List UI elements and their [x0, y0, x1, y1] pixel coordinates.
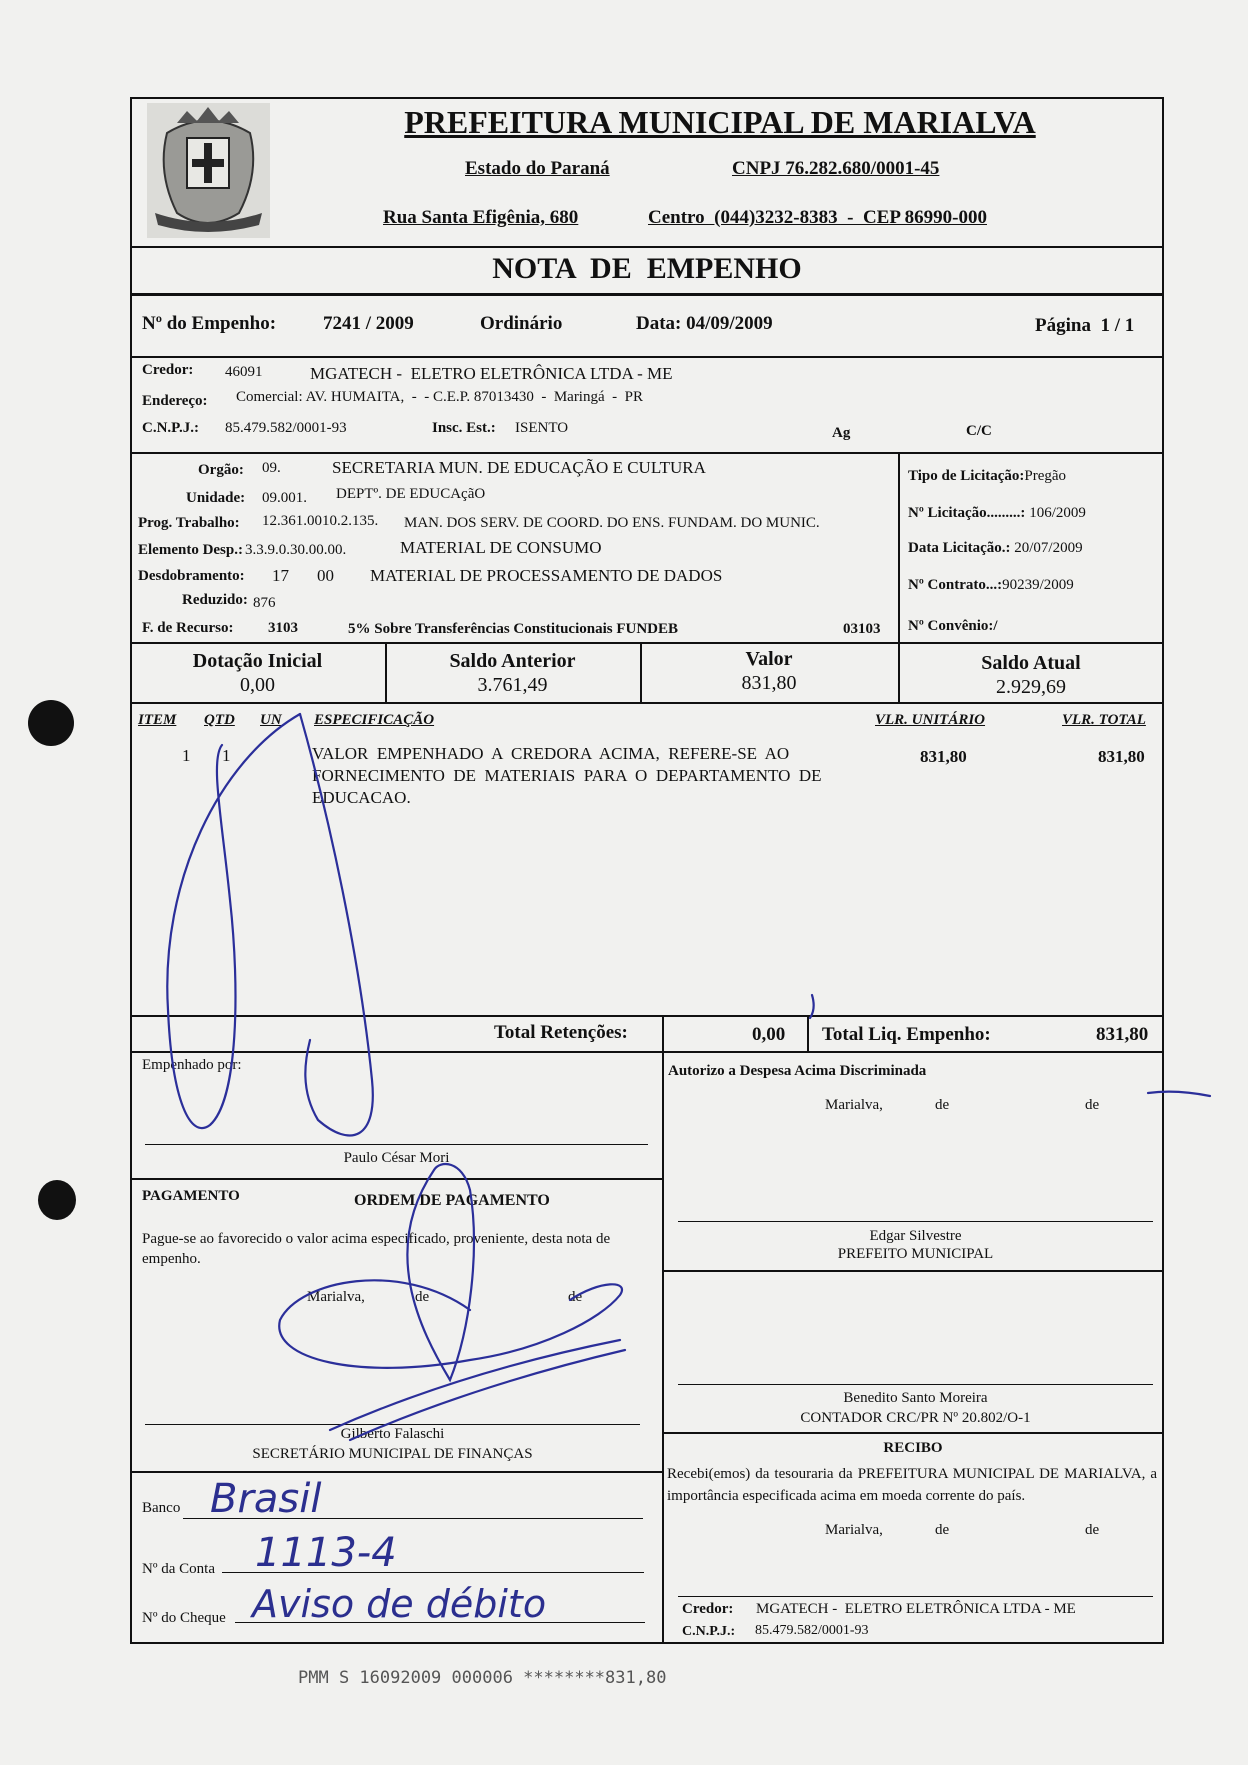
prog-value: MAN. DOS SERV. DE COORD. DO ENS. FUNDAM. DO MUNIC.	[404, 515, 820, 531]
convenio-label: Nº Convênio:/	[908, 618, 998, 634]
empenhado-name: Paulo César Mori	[343, 1150, 450, 1166]
endereco-value: Comercial: AV. HUMAITA, - - C.E.P. 87013430 - Maringá - PR	[236, 389, 643, 405]
cc-label: C/C	[966, 423, 992, 439]
recibo-credor-label: Credor:	[682, 1601, 734, 1617]
col-qtd: QTD	[204, 712, 235, 728]
valor-label: Valor	[745, 648, 793, 670]
anterior-label: Saldo Anterior	[449, 650, 576, 672]
contador-role: CONTADOR CRC/PR Nº 20.802/O-1	[800, 1410, 1031, 1426]
pagamento-de1: de	[415, 1289, 430, 1305]
header-title: PREFEITURA MUNICIPAL DE MARIALVA	[404, 104, 1036, 140]
contrato-value: 90239/2009	[1002, 577, 1074, 593]
reduzido-value: 876	[253, 595, 276, 611]
pagamento-de2: de	[568, 1289, 583, 1305]
pagamento-label: PAGAMENTO	[142, 1188, 240, 1204]
empenhado-label: Empenhado por:	[142, 1057, 242, 1073]
item-total: 831,80	[1098, 747, 1145, 766]
pagamento-text: Pague-se ao favorecido o valor acima especificado, proveniente, desta nota de empenho.	[142, 1231, 611, 1267]
fonte-label: F. de Recurso:	[142, 620, 234, 636]
ag-label: Ag	[832, 425, 851, 441]
licitacao-data-label: Data Licitação.:	[908, 540, 1011, 556]
page-number: Página 1 / 1	[1035, 315, 1135, 336]
liq-value: 831,80	[1096, 1024, 1149, 1045]
pagamento-role: SECRETÁRIO MUNICIPAL DE FINANÇAS	[252, 1446, 533, 1462]
prog-code: 12.361.0010.2.135.	[262, 513, 379, 529]
autorizo-label: Autorizo a Despesa Acima Discriminada	[668, 1063, 927, 1079]
recibo-cnpj: 85.479.582/0001-93	[755, 1623, 869, 1638]
contador-name: Benedito Santo Moreira	[843, 1390, 988, 1406]
elem-code: 3.3.9.0.30.00.00.	[245, 542, 347, 558]
unidade-label: Unidade:	[186, 490, 246, 506]
autorizo-de2: de	[1085, 1097, 1100, 1113]
recibo-city: Marialva,	[825, 1522, 883, 1538]
fonte-code: 3103	[268, 620, 298, 636]
unidade-code: 09.001.	[262, 490, 307, 506]
col-unit: VLR. UNITÁRIO	[875, 712, 986, 728]
atual-value: 2.929,69	[996, 676, 1066, 698]
item-line3: EDUCACAO.	[312, 788, 411, 807]
elem-label: Elemento Desp.:	[138, 542, 243, 558]
orgao-code: 09.	[262, 460, 281, 476]
credor-label: Credor:	[142, 362, 194, 378]
reduzido-label: Reduzido:	[182, 592, 248, 608]
cheque-label: Nº do Cheque	[142, 1610, 226, 1626]
desd-value: MATERIAL DE PROCESSAMENTO DE DADOS	[370, 566, 723, 585]
empenho-date: Data: 04/09/2009	[636, 313, 773, 334]
recibo-de2: de	[1085, 1522, 1100, 1538]
liq-label: Total Liq. Empenho:	[822, 1024, 991, 1045]
desd-label: Desdobramento:	[138, 568, 245, 584]
header-contact: Centro (044)3232-8383 - CEP 86990-000	[648, 207, 987, 228]
licitacao-num-label: Nº Licitação.........:	[908, 505, 1026, 521]
insc-label: Insc. Est.:	[432, 420, 496, 436]
item-line2: FORNECIMENTO DE MATERIAIS PARA O DEPARTAMENTO DE	[312, 766, 822, 785]
licitacao-num-value: 106/2009	[1029, 505, 1086, 521]
fonte-code2: 03103	[843, 621, 881, 637]
banco-value: Brasil	[210, 1476, 322, 1522]
autorizo-de1: de	[935, 1097, 950, 1113]
endereco-label: Endereço:	[142, 393, 208, 409]
dotacao-value: 0,00	[240, 674, 275, 696]
processing-stamp: PMM S 16092009 000006 ********831,80	[298, 1668, 667, 1688]
unidade-value: DEPTº. DE EDUCAçãO	[336, 486, 486, 502]
retencoes-value: 0,00	[752, 1024, 786, 1045]
col-item: ITEM	[138, 712, 177, 728]
pagamento-signer: Gilberto Falaschi	[340, 1426, 445, 1442]
prog-label: Prog. Trabalho:	[138, 515, 240, 531]
cnpj-value: 85.479.582/0001-93	[225, 420, 347, 436]
item-qtd: 1	[222, 746, 231, 765]
header-state: Estado do Paraná	[465, 158, 610, 179]
orgao-value: SECRETARIA MUN. DE EDUCAÇÃO E CULTURA	[332, 458, 706, 477]
dotacao-label: Dotação Inicial	[192, 650, 323, 672]
col-un: UN	[260, 712, 282, 728]
recibo-cnpj-label: C.N.P.J.:	[682, 1624, 736, 1639]
ordem-label: ORDEM DE PAGAMENTO	[354, 1192, 550, 1209]
recibo-text: Recebi(emos) da tesouraria da PREFEITURA MUNICIPAL DE MARIALVA, a importância especificada acima em moeda corrente do país.	[667, 1466, 1157, 1504]
recibo-de1: de	[935, 1522, 950, 1538]
licitacao-tipo-value: Pregão	[1024, 468, 1067, 484]
contrato-label: Nº Contrato...:	[908, 577, 1003, 593]
item-unit: 831,80	[920, 747, 967, 766]
header-address: Rua Santa Efigênia, 680	[383, 207, 579, 228]
empenho-type: Ordinário	[480, 313, 563, 334]
item-number: 1	[182, 746, 191, 765]
header-cnpj: CNPJ 76.282.680/0001-45	[732, 158, 940, 179]
banco-label: Banco	[142, 1500, 181, 1516]
recibo-credor: MGATECH - ELETRO ELETRÔNICA LTDA - ME	[756, 1601, 1076, 1617]
autorizo-city: Marialva,	[825, 1097, 883, 1113]
empenho-label: Nº do Empenho:	[142, 313, 277, 334]
fonte-value: 5% Sobre Transferências Constitucionais FUNDEB	[348, 621, 679, 637]
pagamento-city: Marialva,	[307, 1289, 365, 1305]
valor-value: 831,80	[741, 672, 797, 694]
elem-value: MATERIAL DE CONSUMO	[400, 538, 602, 557]
prefeito-role: PREFEITO MUNICIPAL	[837, 1246, 994, 1262]
recibo-label: RECIBO	[883, 1440, 943, 1456]
prefeito-name: Edgar Silvestre	[869, 1228, 962, 1244]
doc-title: NOTA DE EMPENHO	[492, 252, 802, 285]
desd-code1: 17	[272, 566, 289, 585]
insc-value: ISENTO	[515, 420, 569, 436]
licitacao-tipo-label: Tipo de Licitação:	[908, 468, 1025, 484]
orgao-label: Orgão:	[198, 462, 244, 478]
credor-name: MGATECH - ELETRO ELETRÔNICA LTDA - ME	[310, 364, 673, 383]
empenho-number: 7241 / 2009	[323, 313, 414, 334]
col-espec: ESPECIFICAÇÃO	[314, 712, 435, 728]
conta-value: 1113-4	[255, 1530, 397, 1576]
desd-code2: 00	[317, 566, 334, 585]
item-line1: VALOR EMPENHADO A CREDORA ACIMA, REFERE-SE AO	[312, 744, 790, 763]
col-total: VLR. TOTAL	[1062, 712, 1146, 728]
conta-label: Nº da Conta	[142, 1561, 215, 1577]
anterior-value: 3.761,49	[477, 674, 548, 696]
licitacao-data-value: 20/07/2009	[1014, 540, 1083, 556]
atual-label: Saldo Atual	[981, 652, 1081, 674]
retencoes-label: Total Retenções:	[494, 1022, 628, 1043]
cheque-value: Aviso de débito	[252, 1582, 547, 1626]
credor-code: 46091	[225, 364, 263, 380]
cnpj-label: C.N.P.J.:	[142, 420, 199, 436]
